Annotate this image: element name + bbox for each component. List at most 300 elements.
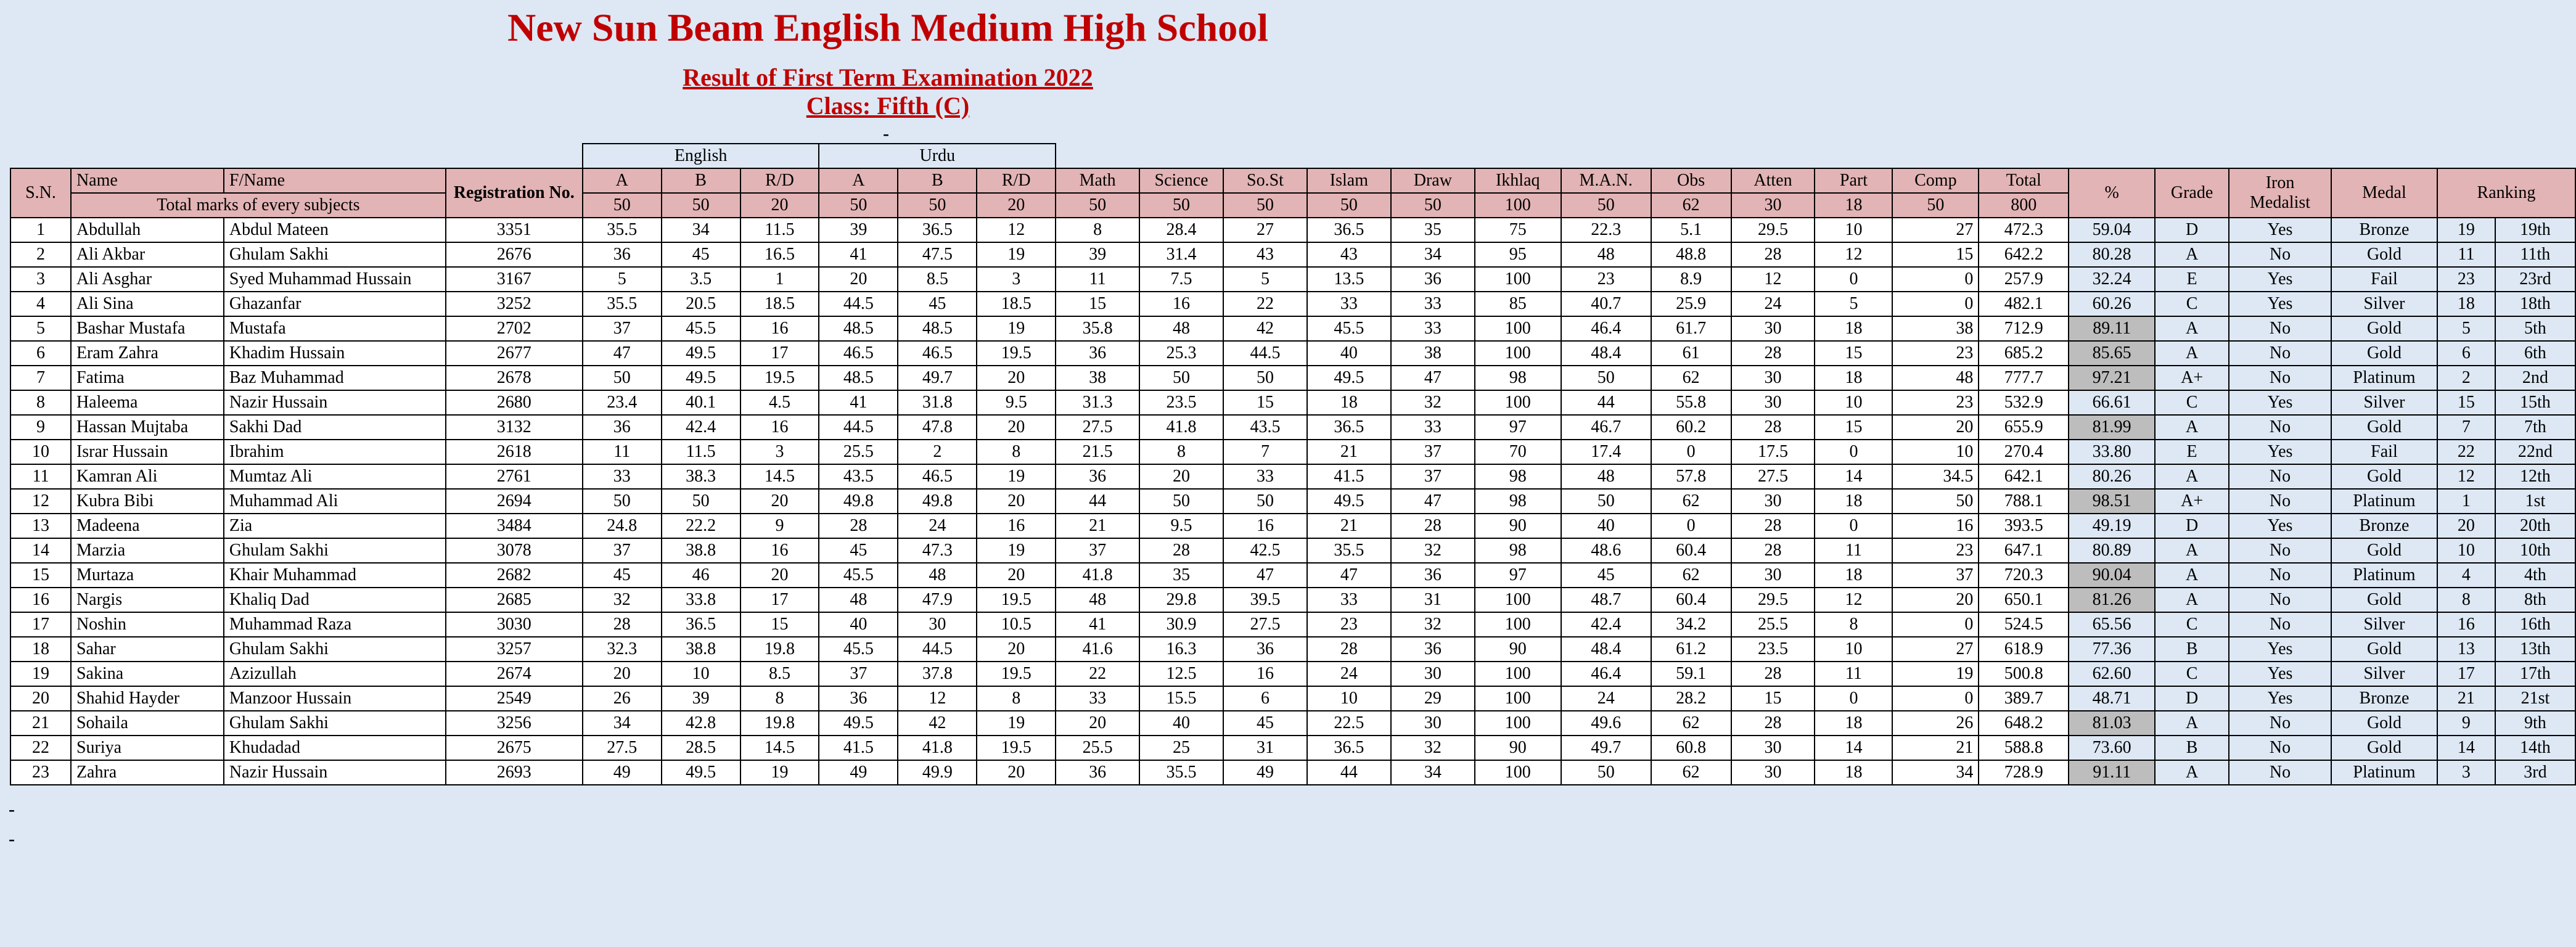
- table-cell: E: [2155, 267, 2229, 292]
- table-cell: A: [2155, 563, 2229, 588]
- table-cell: Gold: [2331, 711, 2437, 736]
- table-cell: Muhammad Raza: [224, 612, 446, 637]
- table-cell: 36: [1391, 563, 1475, 588]
- table-cell: 49.7: [898, 366, 977, 390]
- table-cell: 18: [1815, 711, 1892, 736]
- table-cell: Zia: [224, 514, 446, 538]
- table-cell: 31.4: [1139, 242, 1223, 267]
- table-cell: Ghulam Sakhi: [224, 538, 446, 563]
- table-cell: 28: [1731, 415, 1815, 440]
- table-cell: 37: [583, 538, 662, 563]
- table-cell: 23rd: [2495, 267, 2575, 292]
- table-cell: 0: [1892, 267, 1979, 292]
- table-cell: 777.7: [1979, 366, 2069, 390]
- table-cell: 35.5: [1139, 760, 1223, 785]
- table-cell: 2761: [446, 464, 583, 489]
- table-cell: 48: [1561, 464, 1651, 489]
- table-cell: 42.5: [1223, 538, 1307, 563]
- dash-mark: -: [9, 799, 15, 819]
- table-cell: No: [2229, 711, 2331, 736]
- table-cell: 100: [1475, 662, 1561, 686]
- table-cell: 655.9: [1979, 415, 2069, 440]
- table-cell: Yes: [2229, 637, 2331, 662]
- table-cell: 12: [1815, 588, 1892, 612]
- table-cell: 37: [1391, 464, 1475, 489]
- table-cell: 48: [1561, 242, 1651, 267]
- table-cell: 34: [583, 711, 662, 736]
- max-marks-cell: 50: [662, 193, 740, 218]
- max-marks-cell: 50: [1056, 193, 1139, 218]
- table-cell: 2702: [446, 316, 583, 341]
- table-cell: 62: [1651, 711, 1731, 736]
- table-cell: 34: [1391, 242, 1475, 267]
- table-cell: 44.5: [819, 292, 898, 316]
- table-cell: A+: [2155, 366, 2229, 390]
- table-cell: 21: [1056, 514, 1139, 538]
- table-cell: 48: [898, 563, 977, 588]
- table-cell: 21: [1307, 514, 1391, 538]
- table-cell: 8.9: [1651, 267, 1731, 292]
- subject-header: Math: [1056, 168, 1139, 193]
- table-cell: Fatima: [71, 366, 224, 390]
- table-cell: 30: [1731, 563, 1815, 588]
- table-cell: Shahid Hayder: [71, 686, 224, 711]
- table-cell: 20: [977, 563, 1056, 588]
- table-cell: 44.5: [898, 637, 977, 662]
- table-cell: 49.6: [1561, 711, 1651, 736]
- dash-mark: -: [9, 829, 15, 849]
- table-cell: 1: [2437, 489, 2495, 514]
- table-cell: 2549: [446, 686, 583, 711]
- table-cell: 42.4: [1561, 612, 1651, 637]
- table-cell: Mumtaz Ali: [224, 464, 446, 489]
- table-cell: Ghulam Sakhi: [224, 637, 446, 662]
- table-cell: Khudadad: [224, 736, 446, 760]
- group-header-row: [10, 144, 2575, 168]
- table-cell: 19: [1892, 662, 1979, 686]
- table-cell: B: [2155, 637, 2229, 662]
- table-cell: 36: [583, 242, 662, 267]
- table-cell: 2618: [446, 440, 583, 464]
- table-cell: 100: [1475, 760, 1561, 785]
- student-row: [10, 267, 2575, 292]
- table-cell: 36.5: [1307, 415, 1391, 440]
- table-cell: 49.8: [819, 489, 898, 514]
- table-cell: 37: [1892, 563, 1979, 588]
- table-cell: 28: [1139, 538, 1223, 563]
- table-cell: 28: [819, 514, 898, 538]
- table-cell: 48.6: [1561, 538, 1651, 563]
- student-row: [10, 563, 2575, 588]
- urdu-group-header: Urdu: [819, 144, 1056, 168]
- table-cell: 28: [1731, 514, 1815, 538]
- table-cell: 37: [819, 662, 898, 686]
- table-cell: 100: [1475, 686, 1561, 711]
- table-cell: 33: [1056, 686, 1139, 711]
- subject-header: M.A.N.: [1561, 168, 1651, 193]
- table-cell: 17: [740, 588, 819, 612]
- table-cell: 28: [1731, 711, 1815, 736]
- table-cell: 16.3: [1139, 637, 1223, 662]
- table-cell: 12: [1731, 267, 1815, 292]
- table-cell: 39: [1056, 242, 1139, 267]
- table-cell: 14: [1815, 736, 1892, 760]
- table-cell: 44: [1561, 390, 1651, 415]
- max-marks-cell: 50: [1139, 193, 1223, 218]
- table-cell: 11: [1815, 662, 1892, 686]
- table-cell: 34: [1391, 760, 1475, 785]
- table-cell: 41: [819, 390, 898, 415]
- table-cell: 33.8: [662, 588, 740, 612]
- table-cell: 60.8: [1651, 736, 1731, 760]
- table-cell: 44.5: [819, 415, 898, 440]
- table-cell: 0: [1651, 514, 1731, 538]
- table-cell: 40.7: [1561, 292, 1651, 316]
- table-cell: 21: [2437, 686, 2495, 711]
- table-cell: 30: [1391, 662, 1475, 686]
- table-cell: 49: [819, 760, 898, 785]
- table-cell: A: [2155, 464, 2229, 489]
- table-cell: 6: [1223, 686, 1307, 711]
- student-row: [10, 415, 2575, 440]
- table-cell: 62.60: [2069, 662, 2155, 686]
- table-cell: 21st: [2495, 686, 2575, 711]
- table-cell: 5: [583, 267, 662, 292]
- student-row: [10, 218, 2575, 242]
- table-cell: No: [2229, 366, 2331, 390]
- table-cell: 10: [1892, 440, 1979, 464]
- table-cell: 13: [10, 514, 71, 538]
- table-cell: 13th: [2495, 637, 2575, 662]
- table-cell: 36: [1056, 464, 1139, 489]
- subject-header: B: [662, 168, 740, 193]
- table-cell: 25.3: [1139, 341, 1223, 366]
- subject-header: Comp: [1892, 168, 1979, 193]
- table-cell: 35.8: [1056, 316, 1139, 341]
- table-cell: 8: [1056, 218, 1139, 242]
- max-marks-cell: 50: [1561, 193, 1651, 218]
- table-cell: 3.5: [662, 267, 740, 292]
- table-cell: 31: [1391, 588, 1475, 612]
- table-cell: Israr Hussain: [71, 440, 224, 464]
- table-cell: 50: [1892, 489, 1979, 514]
- table-cell: 2nd: [2495, 366, 2575, 390]
- table-cell: 18: [1307, 390, 1391, 415]
- table-cell: 19.5: [977, 662, 1056, 686]
- table-cell: 17.5: [1731, 440, 1815, 464]
- table-cell: 15: [1815, 341, 1892, 366]
- table-cell: 100: [1475, 341, 1561, 366]
- table-cell: 40.1: [662, 390, 740, 415]
- table-cell: 41.5: [1307, 464, 1391, 489]
- table-cell: 60.4: [1651, 588, 1731, 612]
- table-cell: 23.5: [1731, 637, 1815, 662]
- table-cell: Gold: [2331, 736, 2437, 760]
- table-cell: 39: [819, 218, 898, 242]
- table-cell: 33: [1307, 292, 1391, 316]
- table-cell: 20: [2437, 514, 2495, 538]
- table-cell: 98: [1475, 538, 1561, 563]
- table-cell: A: [2155, 760, 2229, 785]
- percent-header: %: [2069, 168, 2155, 218]
- table-cell: 48: [1139, 316, 1223, 341]
- table-cell: 98: [1475, 366, 1561, 390]
- table-cell: 728.9: [1979, 760, 2069, 785]
- table-cell: 47.9: [898, 588, 977, 612]
- table-cell: 12: [10, 489, 71, 514]
- table-cell: 16: [977, 514, 1056, 538]
- table-cell: 27: [1892, 637, 1979, 662]
- table-cell: 16: [1139, 292, 1223, 316]
- table-cell: 59.1: [1651, 662, 1731, 686]
- table-cell: Nargis: [71, 588, 224, 612]
- table-cell: 80.28: [2069, 242, 2155, 267]
- student-row: [10, 588, 2575, 612]
- table-cell: 62: [1651, 563, 1731, 588]
- table-cell: 8: [1139, 440, 1223, 464]
- table-cell: 41.8: [1139, 415, 1223, 440]
- table-cell: 21: [1307, 440, 1391, 464]
- table-cell: 14.5: [740, 736, 819, 760]
- table-cell: 30: [1731, 390, 1815, 415]
- table-cell: B: [2155, 736, 2229, 760]
- grade-header: Grade: [2155, 168, 2229, 218]
- table-cell: 15: [740, 612, 819, 637]
- table-cell: 49.5: [1307, 489, 1391, 514]
- table-cell: 62: [1651, 760, 1731, 785]
- table-cell: Zahra: [71, 760, 224, 785]
- table-cell: 49: [1223, 760, 1307, 785]
- table-cell: Abdullah: [71, 218, 224, 242]
- table-cell: Gold: [2331, 464, 2437, 489]
- table-cell: 32: [583, 588, 662, 612]
- table-cell: 50: [662, 489, 740, 514]
- table-cell: 9th: [2495, 711, 2575, 736]
- table-cell: 20: [1892, 588, 1979, 612]
- table-cell: Silver: [2331, 390, 2437, 415]
- result-title: Result of First Term Examination 2022: [683, 64, 1093, 91]
- table-cell: 2682: [446, 563, 583, 588]
- table-cell: 28: [583, 612, 662, 637]
- table-cell: 3256: [446, 711, 583, 736]
- table-cell: 2675: [446, 736, 583, 760]
- table-cell: No: [2229, 612, 2331, 637]
- table-cell: 15th: [2495, 390, 2575, 415]
- table-cell: 60.2: [1651, 415, 1731, 440]
- table-cell: 98: [1475, 489, 1561, 514]
- table-cell: 50: [1139, 366, 1223, 390]
- table-cell: 270.4: [1979, 440, 2069, 464]
- table-cell: 80.89: [2069, 538, 2155, 563]
- table-cell: 33: [1223, 464, 1307, 489]
- table-cell: 29: [1391, 686, 1475, 711]
- table-cell: 38.3: [662, 464, 740, 489]
- fname-header: F/Name: [224, 168, 446, 193]
- table-cell: 98.51: [2069, 489, 2155, 514]
- table-cell: 62: [1651, 366, 1731, 390]
- table-cell: 70: [1475, 440, 1561, 464]
- table-cell: 28: [1731, 242, 1815, 267]
- table-cell: 40: [1139, 711, 1223, 736]
- subject-header: Islam: [1307, 168, 1391, 193]
- subject-header: Draw: [1391, 168, 1475, 193]
- table-cell: C: [2155, 390, 2229, 415]
- table-cell: 38.8: [662, 538, 740, 563]
- table-cell: 36: [1391, 637, 1475, 662]
- table-cell: Gold: [2331, 242, 2437, 267]
- table-cell: 31.8: [898, 390, 977, 415]
- max-marks-cell: 100: [1475, 193, 1561, 218]
- table-cell: 19: [977, 316, 1056, 341]
- table-cell: 48.8: [1651, 242, 1731, 267]
- table-cell: 32: [1391, 538, 1475, 563]
- table-cell: 30: [1731, 736, 1815, 760]
- table-cell: 10: [1815, 218, 1892, 242]
- table-cell: C: [2155, 662, 2229, 686]
- table-cell: 8: [2437, 588, 2495, 612]
- table-cell: 97: [1475, 563, 1561, 588]
- table-cell: 50: [1139, 489, 1223, 514]
- table-cell: 15: [1815, 415, 1892, 440]
- student-row: [10, 612, 2575, 637]
- registration-header: Registration No.: [446, 168, 583, 218]
- table-cell: Sahar: [71, 637, 224, 662]
- table-cell: 37: [1391, 440, 1475, 464]
- table-cell: 788.1: [1979, 489, 2069, 514]
- table-cell: 19.5: [977, 588, 1056, 612]
- table-cell: 27: [1892, 218, 1979, 242]
- subject-header: Total: [1979, 168, 2069, 193]
- table-cell: 2677: [446, 341, 583, 366]
- table-cell: A: [2155, 415, 2229, 440]
- table-cell: 27: [1223, 218, 1307, 242]
- school-name: New Sun Beam English Medium High School: [507, 6, 1268, 49]
- table-cell: 38: [1056, 366, 1139, 390]
- table-cell: 48.5: [819, 316, 898, 341]
- table-cell: 3351: [446, 218, 583, 242]
- table-cell: Khaliq Dad: [224, 588, 446, 612]
- table-cell: 12: [1815, 242, 1892, 267]
- table-cell: 35: [1391, 218, 1475, 242]
- table-cell: 46.7: [1561, 415, 1651, 440]
- table-cell: Azizullah: [224, 662, 446, 686]
- table-cell: 19: [977, 711, 1056, 736]
- table-cell: 0: [1815, 686, 1892, 711]
- table-cell: Gold: [2331, 538, 2437, 563]
- table-cell: 50: [1561, 760, 1651, 785]
- student-row: [10, 366, 2575, 390]
- table-cell: Nazir Hussain: [224, 390, 446, 415]
- table-cell: 49.5: [1307, 366, 1391, 390]
- table-cell: 11.5: [740, 218, 819, 242]
- table-cell: 29.8: [1139, 588, 1223, 612]
- max-marks-cell: 30: [1731, 193, 1815, 218]
- table-cell: 10th: [2495, 538, 2575, 563]
- table-cell: 15: [1223, 390, 1307, 415]
- table-cell: 41.8: [1056, 563, 1139, 588]
- table-cell: 20: [1139, 464, 1223, 489]
- table-cell: 3: [977, 267, 1056, 292]
- subject-header: A: [583, 168, 662, 193]
- subject-header: Ikhlaq: [1475, 168, 1561, 193]
- table-cell: 30: [1731, 366, 1815, 390]
- iron-medalist-header: Iron Medalist: [2229, 168, 2331, 218]
- table-cell: 48.7: [1561, 588, 1651, 612]
- table-cell: 3252: [446, 292, 583, 316]
- table-cell: 0: [1892, 686, 1979, 711]
- table-cell: 80.26: [2069, 464, 2155, 489]
- table-cell: 20: [1056, 711, 1139, 736]
- table-cell: 25: [1139, 736, 1223, 760]
- table-cell: Gold: [2331, 588, 2437, 612]
- table-cell: 7th: [2495, 415, 2575, 440]
- table-cell: Yes: [2229, 514, 2331, 538]
- table-cell: 97.21: [2069, 366, 2155, 390]
- table-cell: C: [2155, 612, 2229, 637]
- table-cell: 90: [1475, 637, 1561, 662]
- table-cell: Bronze: [2331, 514, 2437, 538]
- table-cell: 36: [1223, 637, 1307, 662]
- table-cell: 17th: [2495, 662, 2575, 686]
- table-cell: Yes: [2229, 662, 2331, 686]
- table-cell: 10.5: [977, 612, 1056, 637]
- table-cell: 0: [1815, 514, 1892, 538]
- table-cell: 26: [1892, 711, 1979, 736]
- table-cell: 50: [1223, 489, 1307, 514]
- table-cell: Silver: [2331, 292, 2437, 316]
- table-cell: 43.5: [819, 464, 898, 489]
- table-cell: 45: [1561, 563, 1651, 588]
- table-cell: 42: [898, 711, 977, 736]
- table-cell: 12.5: [1139, 662, 1223, 686]
- table-cell: 10: [2437, 538, 2495, 563]
- student-row: [10, 760, 2575, 785]
- max-marks-cell: 62: [1651, 193, 1731, 218]
- table-cell: 24.8: [583, 514, 662, 538]
- table-cell: 20: [819, 267, 898, 292]
- table-cell: 20: [583, 662, 662, 686]
- table-cell: 12: [977, 218, 1056, 242]
- table-cell: A: [2155, 538, 2229, 563]
- table-cell: Sohaila: [71, 711, 224, 736]
- table-cell: Murtaza: [71, 563, 224, 588]
- table-cell: 21: [1892, 736, 1979, 760]
- table-cell: 28.5: [662, 736, 740, 760]
- student-row: [10, 341, 2575, 366]
- table-cell: 18: [10, 637, 71, 662]
- table-cell: Ali Sina: [71, 292, 224, 316]
- max-marks-cell: 18: [1815, 193, 1892, 218]
- table-cell: A: [2155, 588, 2229, 612]
- table-cell: 81.99: [2069, 415, 2155, 440]
- table-cell: 642.2: [1979, 242, 2069, 267]
- table-cell: 41: [819, 242, 898, 267]
- table-cell: 389.7: [1979, 686, 2069, 711]
- table-cell: A: [2155, 711, 2229, 736]
- table-cell: 98: [1475, 464, 1561, 489]
- table-cell: 34: [1892, 760, 1979, 785]
- table-cell: 18: [1815, 366, 1892, 390]
- table-cell: 18: [2437, 292, 2495, 316]
- table-cell: 36.5: [898, 218, 977, 242]
- table-cell: 34: [662, 218, 740, 242]
- table-cell: No: [2229, 415, 2331, 440]
- table-cell: 33: [1307, 588, 1391, 612]
- table-cell: 38: [1892, 316, 1979, 341]
- subject-header: Atten: [1731, 168, 1815, 193]
- table-cell: 45.5: [1307, 316, 1391, 341]
- table-cell: 41: [1056, 612, 1139, 637]
